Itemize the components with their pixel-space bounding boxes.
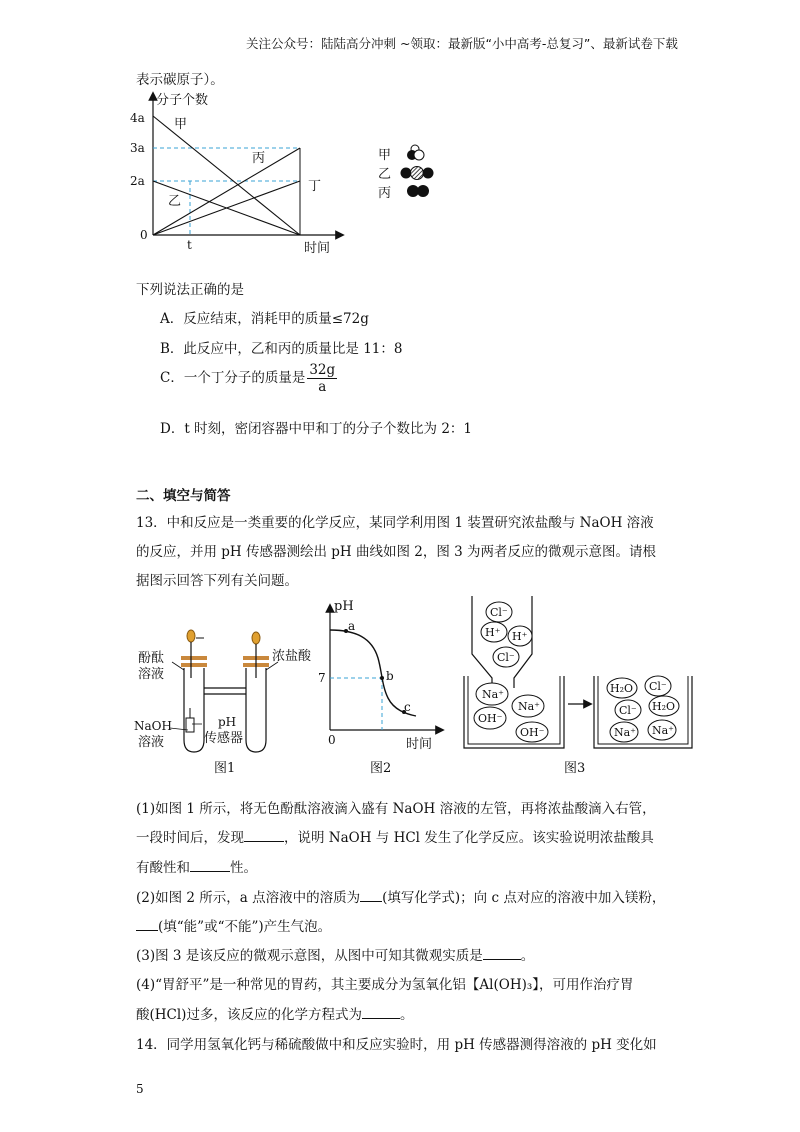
q12-prompt: 下列说法正确的是 [136,282,244,298]
right-dropper-bulb [252,632,260,644]
answer-blank-2[interactable] [190,859,230,872]
q13-sub2-line-2: (填“能”或“不能”)产生气泡。 [136,915,331,935]
label-phenolphthalein-solution: 溶液 [138,667,165,682]
answer-blank-5[interactable] [483,947,521,960]
label-naoh-solution: 溶液 [138,735,165,750]
y-axis-label: 分子个数 [156,93,209,108]
figure-1-caption: 图1 [214,761,236,776]
beaker2-h2o-1: H₂O [610,682,634,695]
beaker1-ion-na-2: Na⁺ [518,700,540,713]
figure-2-caption: 图2 [370,761,392,776]
label-ph: pH [218,715,237,729]
q13-sub4-line-2: 酸(HCl)过多，该反应的化学方程式为 。 [136,1007,414,1023]
x-axis-label: 时间 [304,241,331,256]
q12-option-b[interactable]: B．此反应中，乙和丙的质量比是 11：8 [160,341,403,357]
q12-tail-text: 表示碳原子）。 [136,72,224,88]
q12-option-a[interactable]: A．反应结束，消耗甲的质量≤72g [160,311,369,327]
legend-yi-label: 乙 [378,167,392,182]
answer-blank-4[interactable] [136,918,158,931]
figure-1-apparatus [132,618,312,776]
beaker2-cl-2: Cl⁻ [619,704,637,717]
q13-sub3: (3)图 3 是该反应的微观示意图，从图中可知其微观实质是 。 [136,948,535,964]
drip-ion-cl-2: Cl⁻ [497,651,515,664]
label-bing: 丙 [252,151,266,166]
beaker1-ion-oh-1: OH⁻ [478,712,503,725]
label-conc-hcl: 浓盐酸 [272,649,312,664]
q13-sub1-line-3: 有酸性和 性。 [136,860,257,876]
fraction-32g-over-a: $\frac{32g}{a}$ [309,362,336,395]
page-header: 关注公众号：陆陆高分冲刺 ~领取：最新版“小中高考-总复习”、最新试卷下载 [246,36,678,51]
point-b-label: b [386,669,394,683]
figure-2-ph-curve [316,600,446,776]
q12-option-c[interactable] [160,362,337,395]
molecule-jia-icon [407,145,424,160]
tick-7: 7 [318,671,326,685]
q12-molecule-legend [376,140,446,202]
drip-ion-cl-1: Cl⁻ [490,606,508,619]
beaker2-na-2: Na⁺ [652,724,674,737]
ph-origin: 0 [328,733,336,747]
q13-stem-line-1: 13．中和反应是一类重要的化学反应，某同学利用图 1 装置研究浓盐酸与 NaOH 溶液 [136,515,654,531]
ph-x-label: 时间 [406,737,433,752]
line-bing [153,148,300,235]
beaker1-ion-na-1: Na⁺ [482,688,504,701]
page-number: 5 [136,1082,144,1096]
drip-ion-h-1: H⁺ [485,626,501,639]
label-naoh: NaOH [134,719,172,733]
label-yi: 乙 [168,194,182,209]
figure-3-caption: 图3 [564,761,586,776]
label-phenolphthalein: 酚酞 [138,651,165,666]
legend-jia-label: 甲 [378,148,392,163]
label-ding: 丁 [308,179,322,194]
beaker1-ion-oh-2: OH⁻ [520,726,545,739]
molecule-yi-icon [401,167,434,180]
section-title: 二、填空与简答 [136,488,231,504]
q13-sub1-line-2: 一段时间后，发现 ，说明 NaOH 与 HCl 发生了化学反应。该实验说明浓盐酸具 [136,830,654,846]
beaker2-cl-1: Cl⁻ [649,680,667,693]
q12-molecule-count-graph [128,90,348,258]
q13-sub2-line-1: (2)如图 2 所示，a 点溶液中的溶质为 (填写化学式)；向 c 点对应的溶液中加入镁粉， [136,890,666,906]
ytick-3a: 3a [130,141,145,155]
q13-stem-line-2: 的反应，并用 pH 传感器测绘出 pH 曲线如图 2，图 3 为两者反应的微观示意图。请根 [136,544,657,560]
ytick-4a: 4a [130,111,145,125]
q14-stem-line-1: 14．同学用氢氧化钙与稀硫酸做中和反应实验时，用 pH 传感器测得溶液的 pH 变化如 [136,1037,657,1053]
q13-sub1-line-1: (1)如图 1 所示，将无色酚酞溶液滴入盛有 NaOH 溶液的左管，再将浓盐酸滴入右管， [136,801,656,817]
label-sensor: 传感器 [204,731,244,746]
left-dropper-bulb [187,630,195,642]
origin-label: 0 [140,228,148,242]
ph-y-label: pH [334,600,354,614]
ytick-2a: 2a [130,174,145,188]
q13-stem-line-3: 据图示回答下列有关问题。 [136,573,298,589]
q12-option-c-text: C．一个丁分子的质量是 [160,370,306,386]
answer-blank-1[interactable] [244,829,284,842]
point-a-label: a [348,619,356,633]
figure-3-micro-diagram [458,592,698,778]
answer-blank-3[interactable] [360,889,382,902]
molecule-bing-icon [407,185,429,197]
label-jia: 甲 [174,117,188,132]
q13-sub4-line-1: (4)“胃舒平”是一种常见的胃药，其主要成分为氢氧化铝【Al(OH)₃】，可用作治疗胃 [136,977,634,993]
beaker2-na-1: Na⁺ [614,726,636,739]
tick-t: t [187,238,192,252]
legend-bing-label: 丙 [378,186,392,201]
drip-ion-h-2: H⁺ [512,630,528,643]
left-test-tube [184,668,204,752]
beaker2-h2o-2: H₂O [652,700,676,713]
q12-option-d[interactable]: D．t 时刻，密闭容器中甲和丁的分子个数比为 2：1 [160,421,473,437]
right-test-tube [246,668,266,752]
answer-blank-6[interactable] [362,1006,400,1019]
point-c-label: c [404,700,411,714]
line-jia [153,116,300,235]
